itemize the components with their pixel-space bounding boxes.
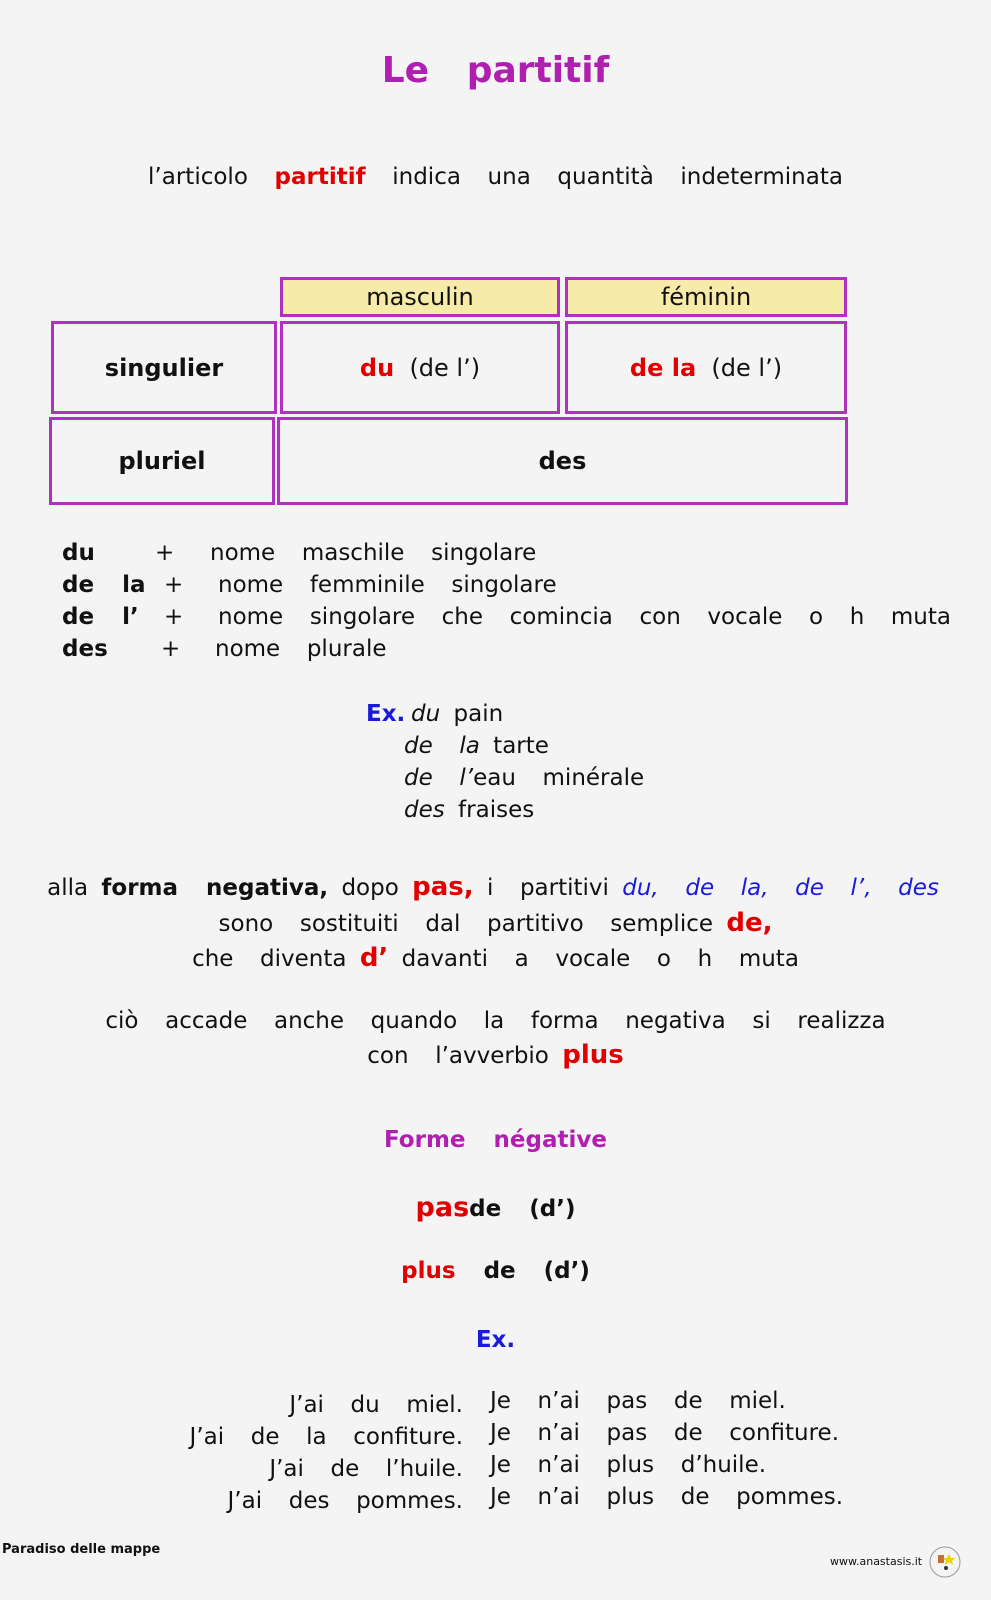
forme-pas [0,1192,991,1223]
rule-article: de l’ [62,604,139,630]
text: i partitivi [486,875,609,901]
footer-left: Paradiso delle mappe [2,1542,161,1557]
text-red: de, [726,908,773,938]
text: de (d’) [469,1196,576,1222]
example-noun: pain [453,701,504,727]
rule-article: des [62,636,108,662]
rule-plus: + [155,540,175,566]
intro-text: l’articolo [148,164,248,190]
text-blue: du, de la, de l’, des [622,875,939,901]
example [411,701,503,727]
text-red: plus [562,1040,624,1070]
cell-du: du [359,353,395,382]
example [404,765,644,791]
text-bold: forma negativa, [101,875,329,901]
pair-positive: J’ai de l’huile. [269,1456,463,1482]
example [404,733,549,759]
cell-dela: de la [629,353,697,382]
negative-line-2 [0,908,991,938]
example-noun: tarte [493,733,549,759]
pair-negative: Je n’ai plus d’huile. [490,1452,767,1478]
header-masculin: masculin [280,277,560,317]
supermappe-logo [928,1522,962,1564]
example-article: de l’ [404,765,474,791]
rule-desc: nome maschile singolare [210,540,537,566]
rule-desc: nome plurale [215,636,387,662]
rule-article: de la [62,572,146,598]
header-feminin: féminin [565,277,847,317]
rule-plus: + [164,572,184,598]
footer-url: www.anastasis.it [830,1555,923,1568]
intro [0,164,991,190]
negative-line-3 [0,943,991,973]
text-red: d’ [359,943,389,973]
text-red: pas [415,1192,470,1223]
cell-du-alt: (de l’) [409,353,481,382]
example [404,797,534,823]
forme-title: Forme négative [384,1127,607,1153]
pair-negative: Je n’ai plus de pommes. [490,1484,844,1510]
cell-dela-alt: (de l’) [711,353,783,382]
rule-plus: + [164,604,184,630]
example-article: de la [404,733,480,759]
example-article: du [411,701,441,727]
rule-desc: nome femminile singolare [218,572,557,598]
examples-label: Ex. [366,701,406,727]
row-singulier: singulier [51,321,277,414]
rule-plus: + [161,636,181,662]
forme-ex: Ex. [475,1327,516,1353]
example-noun: eau minérale [473,765,645,791]
negative-line-1 [0,872,991,902]
cell-des: des [277,417,848,505]
pair-positive: J’ai de la confiture. [189,1424,463,1450]
text: de (d’) [483,1258,590,1284]
example-noun: fraises [458,797,535,823]
page-title: Le partitif [381,50,610,91]
text: con l’avverbio [367,1043,549,1069]
cell-sing-masc [280,321,560,414]
row-pluriel: pluriel [49,417,275,505]
pair-negative: Je n’ai pas de miel. [490,1388,786,1414]
example-article: des [404,797,445,823]
pair-positive: J’ai du miel. [289,1392,463,1418]
text: alla [47,875,89,901]
cell-sing-fem [565,321,847,414]
text: sono sostituiti dal partitivo semplice [218,911,714,937]
text: dopo [341,875,399,901]
negative-line-5 [0,1040,991,1070]
text-red: plus [401,1258,456,1284]
rule-desc: nome singolare che comincia con vocale o h muta [218,604,951,630]
pair-negative: Je n’ai pas de confiture. [490,1420,840,1446]
negative-line-4: ciò accade anche quando la forma negativa si realizza [105,1008,886,1034]
forme-plus [0,1258,991,1284]
text: che diventa [192,946,347,972]
intro-highlight: partitif [274,164,366,190]
pair-positive: J’ai des pommes. [227,1488,463,1514]
intro-text-2: indica una quantità indeterminata [392,164,843,190]
text-red: pas, [412,872,474,902]
rule-article: du [62,540,95,566]
text: davanti a vocale o h muta [401,946,799,972]
